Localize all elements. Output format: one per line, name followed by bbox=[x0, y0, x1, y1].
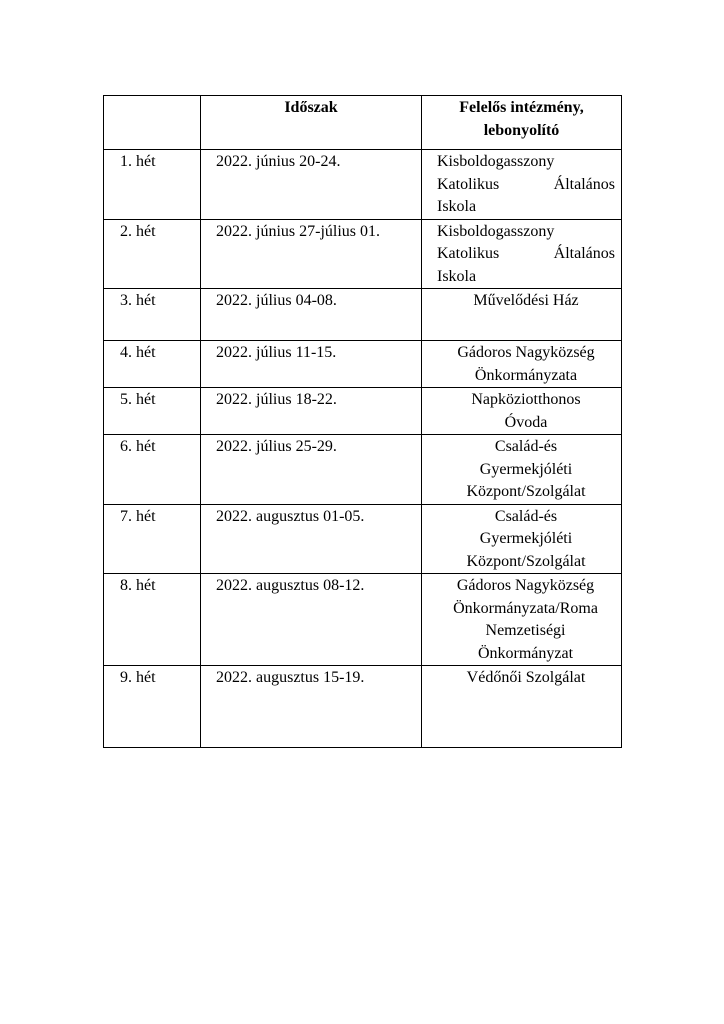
institution-line: Művelődési Ház bbox=[473, 292, 579, 309]
institution-cell bbox=[422, 504, 622, 574]
week-cell: 7. hét bbox=[104, 504, 201, 574]
institution-line: Iskola bbox=[437, 267, 477, 285]
institution-line: Kisboldogasszony bbox=[437, 153, 555, 170]
week-cell: 8. hét bbox=[104, 574, 201, 666]
period-cell: 2022. augusztus 01-05. bbox=[201, 504, 422, 574]
period-cell: 2022. július 04-08. bbox=[201, 289, 422, 341]
institution-cell bbox=[422, 341, 622, 388]
institution-line: Gyermekjóléti bbox=[479, 530, 573, 547]
header-institution bbox=[422, 96, 622, 150]
period-cell: 2022. június 20-24. bbox=[201, 150, 422, 220]
week-cell: 2. hét bbox=[104, 219, 201, 289]
institution-cell bbox=[422, 666, 622, 748]
week-cell: 5. hét bbox=[104, 388, 201, 435]
institution-cell bbox=[422, 150, 622, 220]
table-header-row bbox=[104, 96, 622, 150]
institution-line: Család-és bbox=[494, 438, 558, 455]
week-cell: 9. hét bbox=[104, 666, 201, 748]
header-period: Időszak bbox=[201, 96, 422, 150]
institution-cell bbox=[422, 435, 622, 505]
institution-line: Gádoros Nagyközség bbox=[457, 344, 595, 361]
institution-cell bbox=[422, 574, 622, 666]
table-row bbox=[104, 219, 622, 289]
institution-line: Gyermekjóléti bbox=[479, 460, 573, 478]
institution-line: Védőnői Szolgálat bbox=[466, 669, 586, 686]
institution-line: Katolikus Általános bbox=[437, 245, 615, 262]
week-cell: 1. hét bbox=[104, 150, 201, 220]
table-row bbox=[104, 341, 622, 388]
institution-line: Központ/Szolgálat bbox=[466, 483, 586, 500]
period-cell: 2022. június 27-július 01. bbox=[201, 219, 422, 289]
week-cell: 6. hét bbox=[104, 435, 201, 505]
institution-line: Nemzetiségi bbox=[485, 622, 566, 639]
schedule-table bbox=[103, 95, 622, 748]
institution-line: Iskola bbox=[437, 198, 477, 215]
institution-cell bbox=[422, 388, 622, 435]
table-row bbox=[104, 289, 622, 341]
table-row bbox=[104, 150, 622, 220]
table-row bbox=[104, 504, 622, 574]
table-row bbox=[104, 435, 622, 505]
table-row bbox=[104, 388, 622, 435]
table-row bbox=[104, 574, 622, 666]
institution-line: Gádoros Nagyközség bbox=[456, 577, 595, 594]
period-cell: 2022. július 18-22. bbox=[201, 388, 422, 435]
institution-line: Önkormányzata/Roma bbox=[453, 599, 598, 617]
header-week bbox=[104, 96, 201, 150]
institution-line: Önkormányzata bbox=[474, 366, 578, 384]
period-cell: 2022. augusztus 08-12. bbox=[201, 574, 422, 666]
week-cell: 3. hét bbox=[104, 289, 201, 341]
period-cell: 2022. augusztus 15-19. bbox=[201, 666, 422, 748]
table-row bbox=[104, 666, 622, 748]
institution-line: Óvoda bbox=[504, 413, 548, 431]
header-institution-line1: Felelős intézmény, bbox=[459, 99, 584, 116]
institution-line: Katolikus Általános bbox=[437, 175, 615, 193]
period-cell: 2022. július 11-15. bbox=[201, 341, 422, 388]
institution-line: Önkormányzat bbox=[477, 644, 574, 662]
institution-line: Napköziotthonos bbox=[471, 391, 581, 408]
institution-cell bbox=[422, 289, 622, 341]
week-cell: 4. hét bbox=[104, 341, 201, 388]
institution-cell bbox=[422, 219, 622, 289]
institution-line: Kisboldogasszony bbox=[437, 222, 555, 240]
institution-line: Központ/Szolgálat bbox=[466, 552, 586, 570]
period-cell: 2022. július 25-29. bbox=[201, 435, 422, 505]
institution-line: Család-és bbox=[494, 507, 558, 525]
header-institution-line2: lebonyolító bbox=[483, 121, 560, 139]
